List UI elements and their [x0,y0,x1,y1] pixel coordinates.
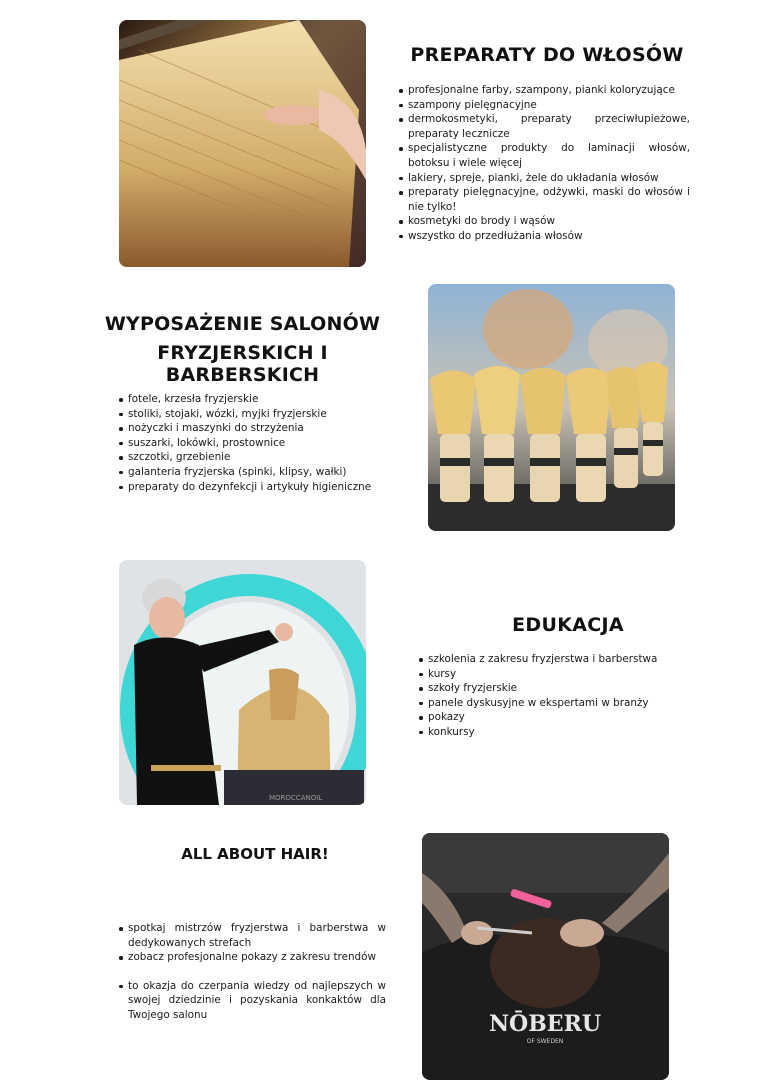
list-item: stoliki, stojaki, wózki, myjki fryzjerskie [118,407,398,422]
education-list [418,652,698,740]
list-item: szczotki, grzebienie [118,450,398,465]
list-item: spotkaj mistrzów fryzjerstwa i barberstwa w dedykowanych strefach [118,921,386,950]
list-item: szkolenia z zakresu fryzjerstwa i barberstwa [418,652,698,667]
list-item: preparaty pielęgnacyjne, odżywki, maski do włosów i nie tylko! [398,185,690,214]
list-item: zobacz profesjonalne pokazy z zakresu trendów [118,950,386,965]
list-item: konkursy [418,725,698,740]
products-list [398,83,690,244]
equipment-title-line2: FRYZJERSKICH I BARBERSKICH [157,342,328,386]
equipment-list [118,392,398,494]
list-item: suszarki, lokówki, prostownice [118,436,398,451]
apron-brand-text: NŌBERU [488,1011,602,1037]
cape-brand-text: MOROCCANOIL [269,794,323,802]
list-item: preparaty do dezynfekcji i artykuły higieniczne [118,480,398,495]
equipment-title-line1: WYPOSAŻENIE SALONÓW [104,313,381,335]
list-item: panele dyskusyjne w ekspertami w branży [418,696,698,711]
apron-sub-text: OF SWEDEN [526,1038,564,1045]
list-item: nożyczki i maszynki do strzyżenia [118,421,398,436]
products-title: PREPARATY DO WŁOSÓW [410,44,684,66]
shaving-brushes-photo [428,284,675,531]
education-title: EDUKACJA [512,614,624,636]
list-item: fotele, krzesła fryzjerskie [118,392,398,407]
hairdresser-show-photo [119,560,366,805]
list-item: profesjonalne farby, szampony, pianki koloryzujące [398,83,690,98]
about-title: ALL ABOUT HAIR! [181,845,329,863]
barber-haircut-photo [422,833,669,1080]
list-item: to okazja do czerpania wiedzy od najlepszych w swojej dziedzinie i pozyskania konkaktów dla Twojego salonu [118,979,386,1023]
list-item: szampony pielęgnacyjne [398,98,690,113]
list-item: szkoły fryzjerskie [418,681,698,696]
list-item: pokazy [418,710,698,725]
list-item: galanteria fryzjerska (spinki, klipsy, wałki) [118,465,398,480]
list-item: kursy [418,667,698,682]
list-item: dermokosmetyki, preparaty przeciwłupieżowe, preparaty lecznicze [398,112,690,141]
list-item: wszystko do przedłużania włosów [398,229,690,244]
list-item: kosmetyki do brody i wąsów [398,214,690,229]
list-item: lakiery, spreje, pianki, żele do układania włosów [398,171,690,186]
list-item: specjalistyczne produkty do laminacji włosów, botoksu i wiele więcej [398,141,690,170]
about-list [118,921,386,1023]
hair-extensions-photo [119,20,366,267]
